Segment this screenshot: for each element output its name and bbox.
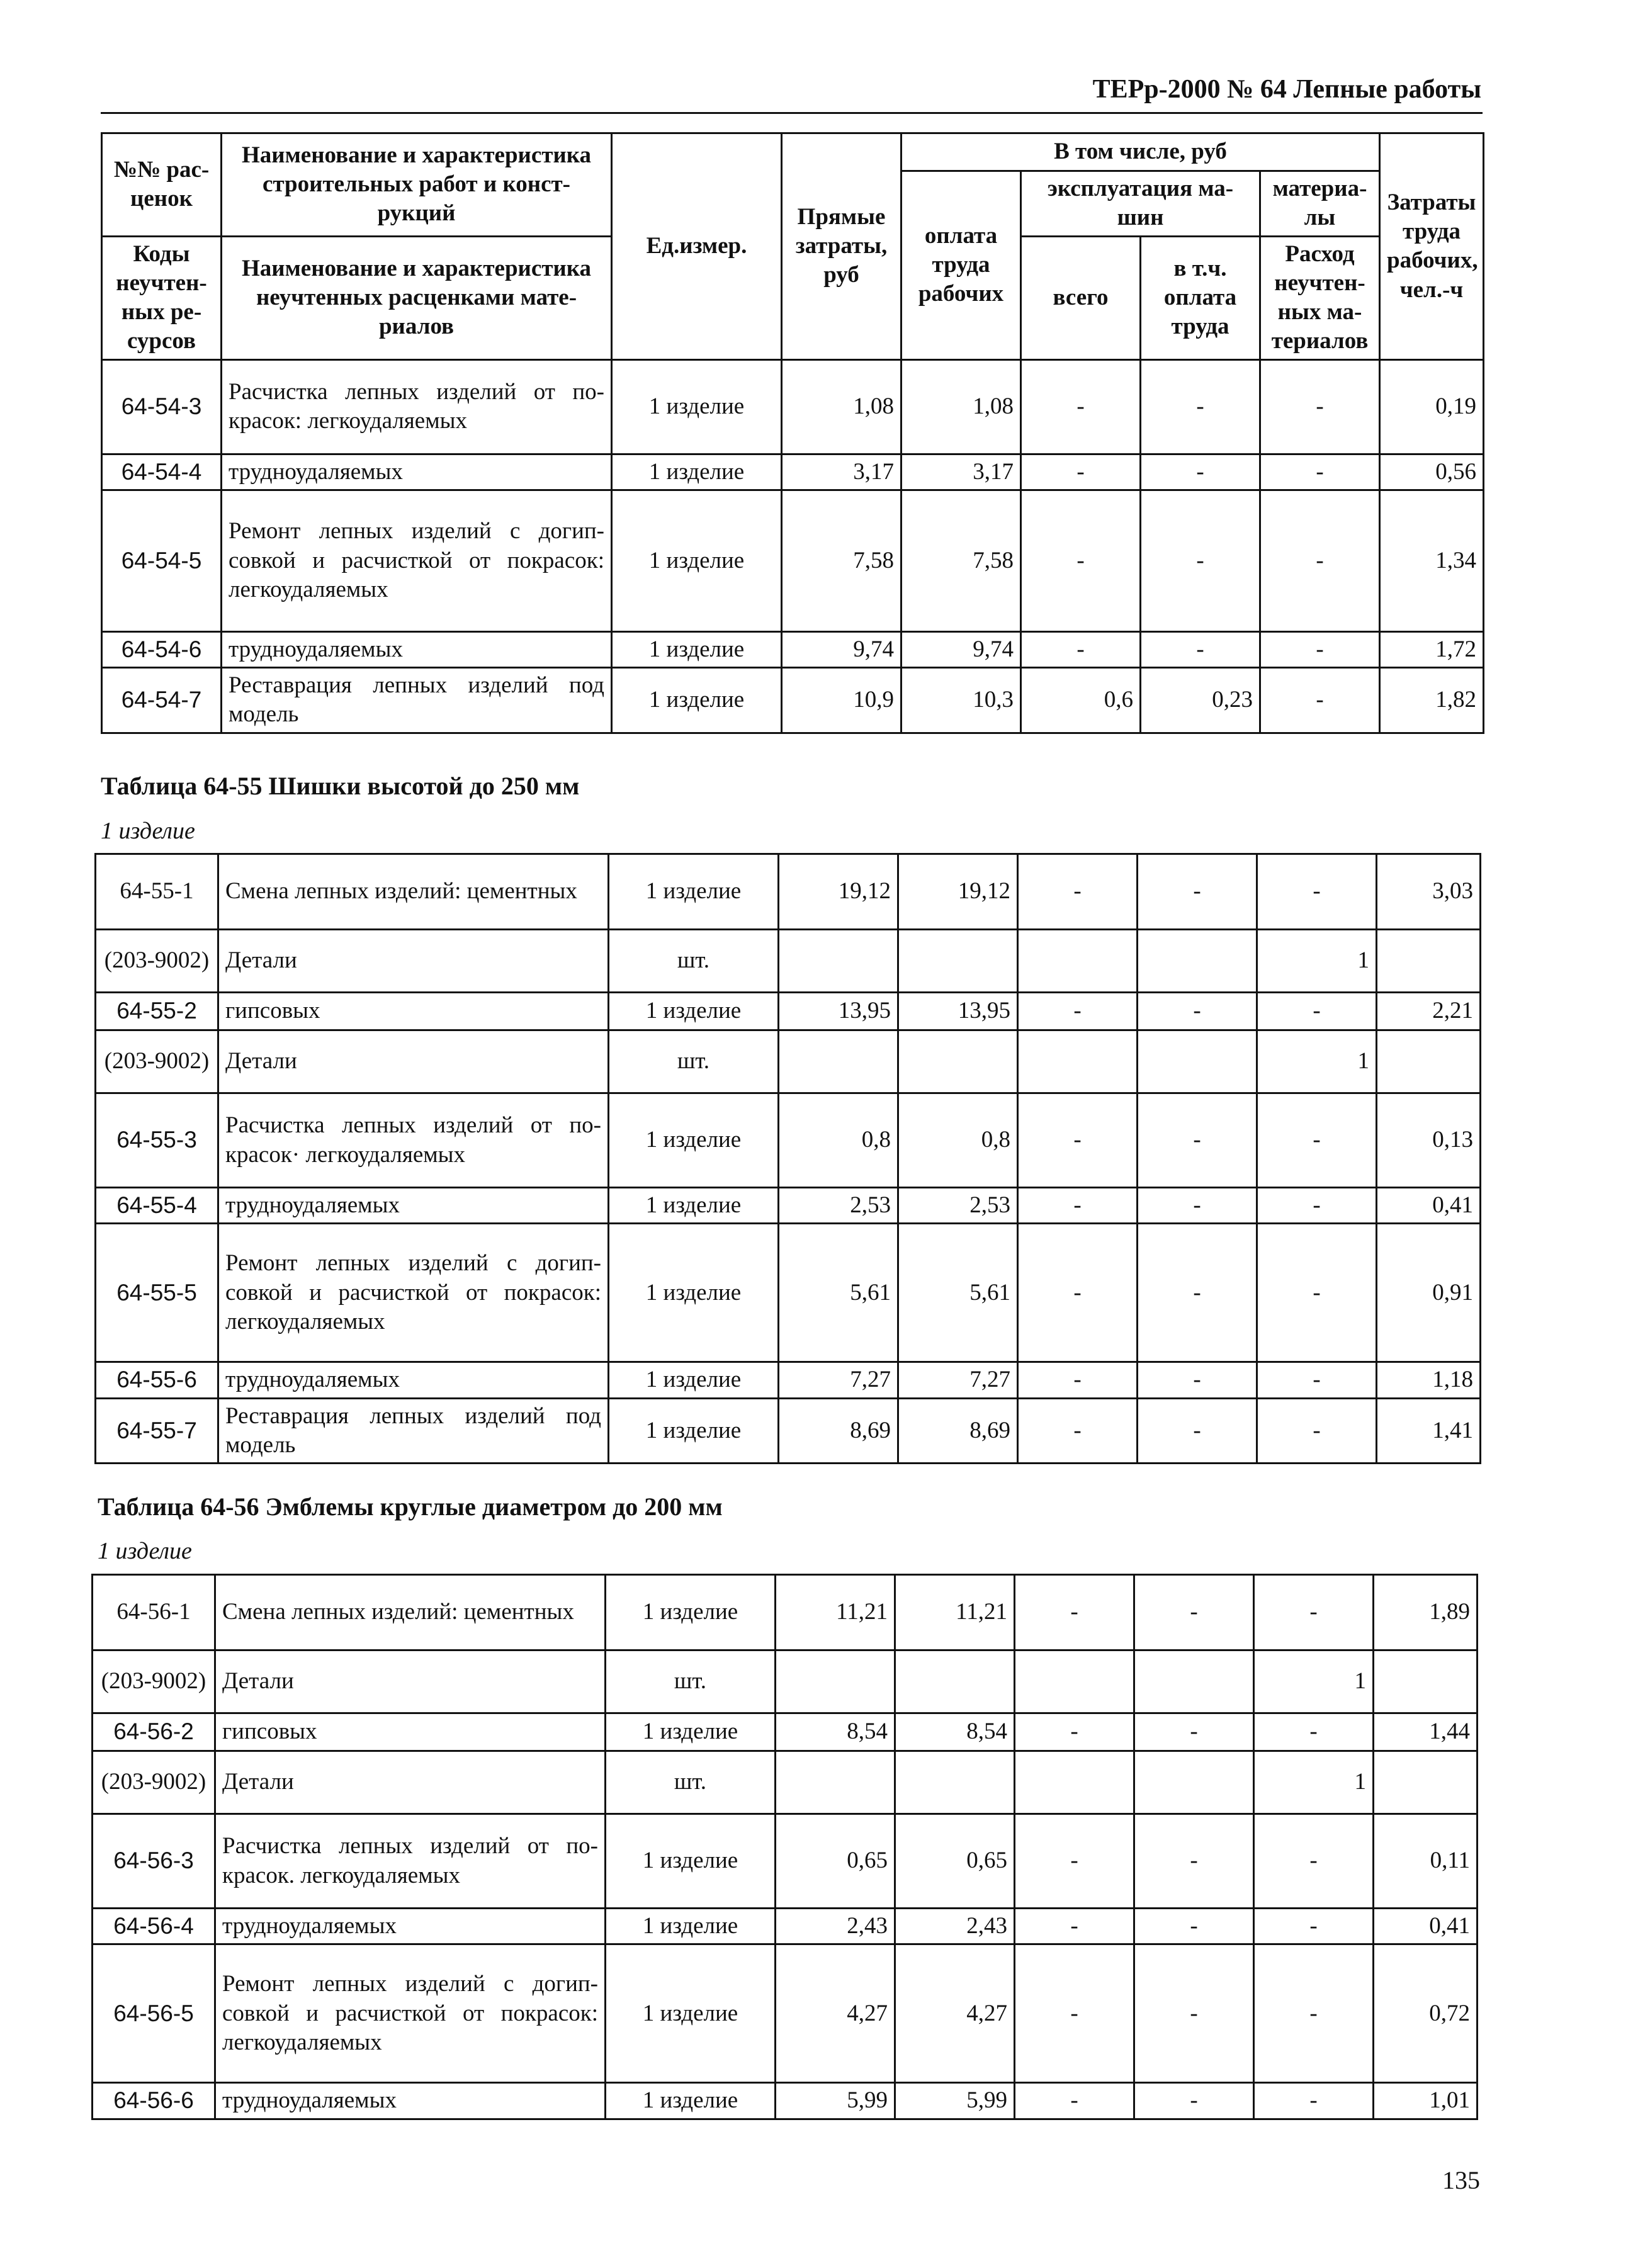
measure-unit: 1 изделие: [609, 854, 779, 930]
machine-labor: 0,23: [1141, 668, 1260, 733]
header-materials: материа-лы: [1260, 171, 1380, 237]
work-name: Расчистка лепных изделий от по-красок. легкоудаляемых: [215, 1814, 606, 1909]
materials-unaccounted: -: [1257, 1224, 1377, 1362]
table-row: [93, 1814, 1478, 1909]
materials-unaccounted: -: [1254, 2083, 1374, 2119]
direct-cost: 13,95: [779, 993, 898, 1030]
rate-code: 64-54-7: [102, 668, 222, 733]
table-row: [96, 1398, 1481, 1464]
running-title: ТЕРр-2000 № 64 Лепные работы: [1092, 75, 1481, 104]
direct-cost: 5,61: [779, 1224, 898, 1362]
work-name: трудноудаляемых: [222, 631, 612, 667]
materials-unaccounted: -: [1254, 1713, 1374, 1751]
unit-caption-64-56: 1 изделие: [98, 1538, 192, 1564]
materials-unaccounted: -: [1254, 1575, 1374, 1650]
labor-hours: 1,89: [1374, 1575, 1478, 1650]
header-unit: Ед.измер.: [612, 133, 782, 360]
header-labor-hours: Затраты труда рабочих, чел.-ч: [1380, 133, 1484, 360]
work-name: трудноудаляемых: [215, 1909, 606, 1944]
machines-total: -: [1015, 1575, 1134, 1650]
header-direct: Прямые затраты, руб: [782, 133, 901, 360]
direct-cost: 8,54: [776, 1713, 895, 1751]
work-name: Реставрация лепных изделий под модель: [222, 668, 612, 733]
labor-hours: 2,21: [1377, 993, 1481, 1030]
measure-unit: 1 изделие: [612, 668, 782, 733]
machine-labor: -: [1138, 1224, 1257, 1362]
resource-row: [93, 1650, 1478, 1713]
resource-name: Детали: [215, 1751, 606, 1814]
table-64-55: [94, 853, 1481, 1464]
material-count: 1: [1254, 1751, 1374, 1814]
table-row: [93, 1575, 1478, 1650]
material-count: 1: [1257, 1030, 1377, 1093]
machines-total: -: [1015, 1713, 1134, 1751]
measure-unit: шт.: [606, 1751, 776, 1814]
machines-total: -: [1018, 1362, 1138, 1398]
labor-pay: 1,08: [901, 359, 1021, 454]
direct-cost: 7,58: [782, 490, 901, 631]
resource-row: [93, 1751, 1478, 1814]
measure-unit: 1 изделие: [609, 1093, 779, 1188]
machine-labor: -: [1138, 1398, 1257, 1464]
materials-unaccounted: -: [1257, 1188, 1377, 1224]
labor-hours: 0,19: [1380, 359, 1484, 454]
labor-pay: 7,27: [898, 1362, 1018, 1398]
labor-hours: 0,41: [1377, 1188, 1481, 1224]
labor-pay: 5,61: [898, 1224, 1018, 1362]
measure-unit: 1 изделие: [606, 1944, 776, 2083]
materials-unaccounted: -: [1260, 359, 1380, 454]
machines-total: -: [1018, 1188, 1138, 1224]
labor-pay: 8,69: [898, 1398, 1018, 1464]
labor-hours: 0,91: [1377, 1224, 1481, 1362]
machines-total: -: [1018, 1224, 1138, 1362]
labor-pay: 10,3: [901, 668, 1021, 733]
labor-pay: 11,21: [895, 1575, 1015, 1650]
rate-code: 64-54-3: [102, 359, 222, 454]
labor-hours: 1,01: [1374, 2083, 1478, 2119]
header-res-name: Наименование и характеристика неучтенных расценками мате-риалов: [222, 236, 612, 359]
machine-labor: -: [1138, 1093, 1257, 1188]
measure-unit: 1 изделие: [612, 631, 782, 667]
labor-pay: 4,27: [895, 1944, 1015, 2083]
labor-hours: 0,11: [1374, 1814, 1478, 1909]
direct-cost: 5,99: [776, 2083, 895, 2119]
labor-hours: 0,41: [1374, 1909, 1478, 1944]
material-count: 1: [1257, 930, 1377, 993]
work-name: гипсовых: [215, 1713, 606, 1751]
measure-unit: 1 изделие: [609, 1224, 779, 1362]
labor-pay: 8,54: [895, 1713, 1015, 1751]
unit-caption-64-55: 1 изделие: [101, 818, 195, 844]
rate-code: 64-55-1: [96, 854, 218, 930]
direct-cost: 4,27: [776, 1944, 895, 2083]
materials-unaccounted: -: [1254, 1909, 1374, 1944]
machines-total: -: [1018, 993, 1138, 1030]
measure-unit: шт.: [606, 1650, 776, 1713]
table-caption-64-55: Таблица 64-55 Шишки высотой до 250 мм: [101, 772, 580, 800]
work-name: трудноудаляемых: [218, 1362, 609, 1398]
direct-cost: 2,43: [776, 1909, 895, 1944]
resource-name: Детали: [215, 1650, 606, 1713]
machines-total: 0,6: [1021, 668, 1141, 733]
direct-cost: 8,69: [779, 1398, 898, 1464]
machine-labor: -: [1138, 993, 1257, 1030]
rate-code: 64-55-7: [96, 1398, 218, 1464]
table-row: [93, 1713, 1478, 1751]
machines-total: -: [1021, 454, 1141, 490]
work-name: Смена лепных изделий: цементных: [215, 1575, 606, 1650]
measure-unit: 1 изделие: [612, 454, 782, 490]
rate-code: 64-56-1: [93, 1575, 215, 1650]
labor-hours: 1,18: [1377, 1362, 1481, 1398]
header-name: Наименование и характеристика строительных работ и конст-рукций: [222, 133, 612, 237]
rate-code: 64-55-5: [96, 1224, 218, 1362]
header-unaccounted: Расход неучтен-ных ма-териалов: [1260, 236, 1380, 359]
measure-unit: 1 изделие: [606, 1713, 776, 1751]
machine-labor: -: [1134, 1575, 1254, 1650]
machine-labor: -: [1141, 359, 1260, 454]
work-name: Расчистка лепных изделий от по-красок· легкоудаляемых: [218, 1093, 609, 1188]
rate-code: 64-54-4: [102, 454, 222, 490]
materials-unaccounted: -: [1257, 1093, 1377, 1188]
rate-code: 64-54-6: [102, 631, 222, 667]
labor-pay: 0,65: [895, 1814, 1015, 1909]
header-machines-total: всего: [1021, 236, 1141, 359]
labor-pay: 2,53: [898, 1188, 1018, 1224]
table-row: [102, 631, 1484, 667]
measure-unit: 1 изделие: [612, 359, 782, 454]
table-row: [96, 1362, 1481, 1398]
machines-total: -: [1018, 854, 1138, 930]
measure-unit: 1 изделие: [609, 1398, 779, 1464]
measure-unit: шт.: [609, 1030, 779, 1093]
machine-labor: -: [1141, 490, 1260, 631]
resource-code: (203-9002): [93, 1650, 215, 1713]
table-row: [93, 2083, 1478, 2119]
machine-labor: -: [1134, 1713, 1254, 1751]
rate-code: 64-56-4: [93, 1909, 215, 1944]
machines-total: -: [1015, 1814, 1134, 1909]
machine-labor: -: [1134, 1814, 1254, 1909]
header-labor-pay: оплата труда рабочих: [901, 171, 1021, 360]
materials-unaccounted: -: [1254, 1814, 1374, 1909]
measure-unit: 1 изделие: [606, 1814, 776, 1909]
work-name: гипсовых: [218, 993, 609, 1030]
labor-hours: 3,03: [1377, 854, 1481, 930]
direct-cost: 9,74: [782, 631, 901, 667]
materials-unaccounted: -: [1260, 490, 1380, 631]
machines-total: -: [1015, 1909, 1134, 1944]
resource-name: Детали: [218, 1030, 609, 1093]
work-name: Ремонт лепных изделий с догип-совкой и расчисткой от покрасок: легкоудаляемых: [215, 1944, 606, 2083]
machine-labor: -: [1138, 854, 1257, 930]
table-64-56: [91, 1574, 1478, 2120]
machines-total: -: [1015, 1944, 1134, 2083]
table-row: [96, 993, 1481, 1030]
labor-hours: 1,44: [1374, 1713, 1478, 1751]
measure-unit: 1 изделие: [612, 490, 782, 631]
table-64-54: [101, 132, 1484, 734]
machines-total: -: [1015, 2083, 1134, 2119]
direct-cost: 2,53: [779, 1188, 898, 1224]
labor-hours: 0,56: [1380, 454, 1484, 490]
direct-cost: 1,08: [782, 359, 901, 454]
labor-hours: 1,34: [1380, 490, 1484, 631]
labor-pay: 3,17: [901, 454, 1021, 490]
header-code: №№ рас-ценок: [102, 133, 222, 237]
machine-labor: -: [1134, 1944, 1254, 2083]
direct-cost: 0,8: [779, 1093, 898, 1188]
materials-unaccounted: -: [1254, 1944, 1374, 2083]
rate-code: 64-55-4: [96, 1188, 218, 1224]
rate-code: 64-54-5: [102, 490, 222, 631]
materials-unaccounted: -: [1260, 454, 1380, 490]
direct-cost: 10,9: [782, 668, 901, 733]
table-row: [102, 490, 1484, 631]
rate-code: 64-56-6: [93, 2083, 215, 2119]
table-row: [93, 1944, 1478, 2083]
rate-code: 64-56-2: [93, 1713, 215, 1751]
labor-hours: 0,72: [1374, 1944, 1478, 2083]
header-res-code: Коды неучтен-ных ре-сурсов: [102, 236, 222, 359]
labor-hours: 1,82: [1380, 668, 1484, 733]
labor-hours: 1,72: [1380, 631, 1484, 667]
measure-unit: 1 изделие: [609, 993, 779, 1030]
machine-labor: -: [1141, 454, 1260, 490]
direct-cost: 0,65: [776, 1814, 895, 1909]
table-row: [102, 359, 1484, 454]
table-caption-64-56: Таблица 64-56 Эмблемы круглые диаметром до 200 мм: [98, 1492, 723, 1521]
work-name: трудноудаляемых: [215, 2083, 606, 2119]
header-rule: [101, 112, 1483, 114]
machines-total: -: [1018, 1093, 1138, 1188]
measure-unit: 1 изделие: [606, 2083, 776, 2119]
machines-total: -: [1018, 1398, 1138, 1464]
work-name: Расчистка лепных изделий от по-красок: легкоудаляемых: [222, 359, 612, 454]
work-name: трудноудаляемых: [218, 1188, 609, 1224]
table-row: [96, 854, 1481, 930]
materials-unaccounted: -: [1260, 668, 1380, 733]
machines-total: -: [1021, 631, 1141, 667]
direct-cost: 7,27: [779, 1362, 898, 1398]
machine-labor: -: [1141, 631, 1260, 667]
resource-row: [96, 1030, 1481, 1093]
direct-cost: 11,21: [776, 1575, 895, 1650]
labor-pay: 7,58: [901, 490, 1021, 631]
resource-row: [96, 930, 1481, 993]
work-name: трудноудаляемых: [222, 454, 612, 490]
table-row: [96, 1093, 1481, 1188]
table-row: [102, 454, 1484, 490]
direct-cost: 3,17: [782, 454, 901, 490]
measure-unit: 1 изделие: [609, 1362, 779, 1398]
labor-pay: 2,43: [895, 1909, 1015, 1944]
table-row: [96, 1224, 1481, 1362]
materials-unaccounted: -: [1257, 1362, 1377, 1398]
labor-pay: 0,8: [898, 1093, 1018, 1188]
resource-code: (203-9002): [93, 1751, 215, 1814]
measure-unit: шт.: [609, 930, 779, 993]
machine-labor: -: [1138, 1362, 1257, 1398]
measure-unit: 1 изделие: [609, 1188, 779, 1224]
rate-code: 64-55-3: [96, 1093, 218, 1188]
resource-code: (203-9002): [96, 930, 218, 993]
machines-total: -: [1021, 490, 1141, 631]
rate-code: 64-55-2: [96, 993, 218, 1030]
rate-code: 64-56-3: [93, 1814, 215, 1909]
machine-labor: -: [1138, 1188, 1257, 1224]
rate-code: 64-56-5: [93, 1944, 215, 2083]
machines-total: -: [1021, 359, 1141, 454]
materials-unaccounted: -: [1260, 631, 1380, 667]
labor-pay: 5,99: [895, 2083, 1015, 2119]
labor-pay: 13,95: [898, 993, 1018, 1030]
labor-pay: 9,74: [901, 631, 1021, 667]
material-count: 1: [1254, 1650, 1374, 1713]
materials-unaccounted: -: [1257, 854, 1377, 930]
direct-cost: 19,12: [779, 854, 898, 930]
work-name: Ремонт лепных изделий с догип-совкой и расчисткой от покрасок: легкоудаляемых: [218, 1224, 609, 1362]
rate-code: 64-55-6: [96, 1362, 218, 1398]
work-name: Ремонт лепных изделий с догип-совкой и расчисткой от покрасок: легкоудаляемых: [222, 490, 612, 631]
table-row: [93, 1909, 1478, 1944]
table-row: [102, 668, 1484, 733]
labor-hours: 0,13: [1377, 1093, 1481, 1188]
resource-name: Детали: [218, 930, 609, 993]
header-incl: В том числе, руб: [901, 133, 1380, 171]
work-name: Реставрация лепных изделий под модель: [218, 1398, 609, 1464]
measure-unit: 1 изделие: [606, 1909, 776, 1944]
machine-labor: -: [1134, 2083, 1254, 2119]
measure-unit: 1 изделие: [606, 1575, 776, 1650]
machine-labor: -: [1134, 1909, 1254, 1944]
header-machines: эксплуатация ма-шин: [1021, 171, 1260, 237]
materials-unaccounted: -: [1257, 993, 1377, 1030]
labor-pay: 19,12: [898, 854, 1018, 930]
labor-hours: 1,41: [1377, 1398, 1481, 1464]
table-row: [96, 1188, 1481, 1224]
resource-code: (203-9002): [96, 1030, 218, 1093]
materials-unaccounted: -: [1257, 1398, 1377, 1464]
work-name: Смена лепных изделий: цементных: [218, 854, 609, 930]
page-number: 135: [1442, 2166, 1480, 2194]
header-machine-labor: в т.ч. оплата труда: [1141, 236, 1260, 359]
